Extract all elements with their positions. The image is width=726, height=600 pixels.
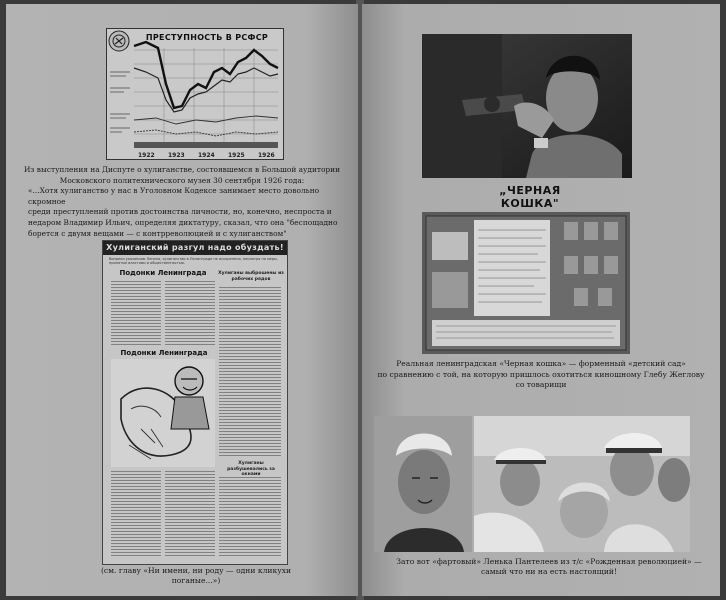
caption-line: со товарищи xyxy=(515,380,567,390)
quote-line: борется с двумя вещами — с контрреволюцией и с хулиганством" xyxy=(28,228,287,238)
caption-line: Московского политехнического музея 30 сентября 1926 года: xyxy=(59,175,305,185)
newspaper-subtitle: Подонки Ленинграда xyxy=(119,269,207,277)
caption-line: по сравнению с той, на которую пришлось охотиться киношному Глебу Жеглову xyxy=(377,369,705,379)
newspaper-text-column xyxy=(165,281,215,345)
newspaper-text-column xyxy=(111,471,161,557)
newspaper-text-column xyxy=(219,477,281,557)
newspaper-clipping xyxy=(102,240,288,565)
film-still-gunman-photo xyxy=(422,34,632,178)
newspaper-cartoon xyxy=(111,359,215,467)
newspaper-text-column xyxy=(111,281,161,345)
dispute-caption xyxy=(22,165,342,239)
quote-line: «...Хотя хулиганство у нас в Уголовном Кодексе занимает место довольно скромное xyxy=(28,186,320,206)
film-still-sailors-photo xyxy=(474,416,690,552)
newspaper-headline: Хулиганский разгул надо обуздать! xyxy=(103,241,287,255)
chart-year-label: 1923 xyxy=(168,152,185,159)
panteleev-caption xyxy=(376,557,722,578)
museum-display-photo xyxy=(422,212,630,354)
caption-line: Зато вот «фартовый» Ленька Пантелеев из т/с «Рожденная революцией» — xyxy=(396,557,702,566)
chart-year-label: 1926 xyxy=(258,152,275,159)
chart-year-label: 1924 xyxy=(198,152,215,159)
newspaper-text-column xyxy=(165,471,215,557)
quote-line: среди преступлений против достоинства личности, но, конечно, неспроста и xyxy=(28,207,332,217)
chart-year-label: 1922 xyxy=(138,152,155,159)
quote-line: недаром Владимир Ильич, определяя диктатуру, сказал, что она "беспощадно xyxy=(28,217,338,227)
newspaper-column-head: Хулиганы выброшены из рабочих рядов xyxy=(218,271,284,282)
newspaper-caption-head: Подонки Ленинграда xyxy=(120,349,208,357)
caption-line: самый что ни на есть настоящий! xyxy=(480,567,618,577)
newspaper-lead: Вопреки указаниям Ленина, хулиганство в Ленинграде не искоренено, несмотря на меры, принятые властями и общественностью. xyxy=(109,257,278,266)
soviet-emblem-icon xyxy=(108,30,130,52)
newspaper-text-column xyxy=(219,287,281,457)
caption-line: поганые...») xyxy=(171,576,221,586)
crime-chart-lines xyxy=(106,28,282,158)
chapter-reference-caption xyxy=(98,566,294,587)
chart-year-label: 1925 xyxy=(228,152,245,159)
newspaper-footer-head: Хулиганы разбушевались за окнами xyxy=(227,461,275,477)
lenka-panteleev-photo xyxy=(374,416,472,552)
caption-line: (см. главу «Ни имени, ни роду — одни кликухи xyxy=(100,566,292,575)
black-cat-title: „ЧЕРНАЯ КОШКА" xyxy=(499,184,561,210)
black-cat-caption xyxy=(368,359,714,391)
caption-line: Реальная ленинградская «Черная кошка» — форменный «детский сад» xyxy=(396,359,686,368)
caption-line: Из выступления на Диспуте о хулиганстве, состоявшемся в Большой аудитории xyxy=(23,165,341,174)
chart-title: ПРЕСТУПНОСТЬ В РСФСР xyxy=(145,33,269,42)
